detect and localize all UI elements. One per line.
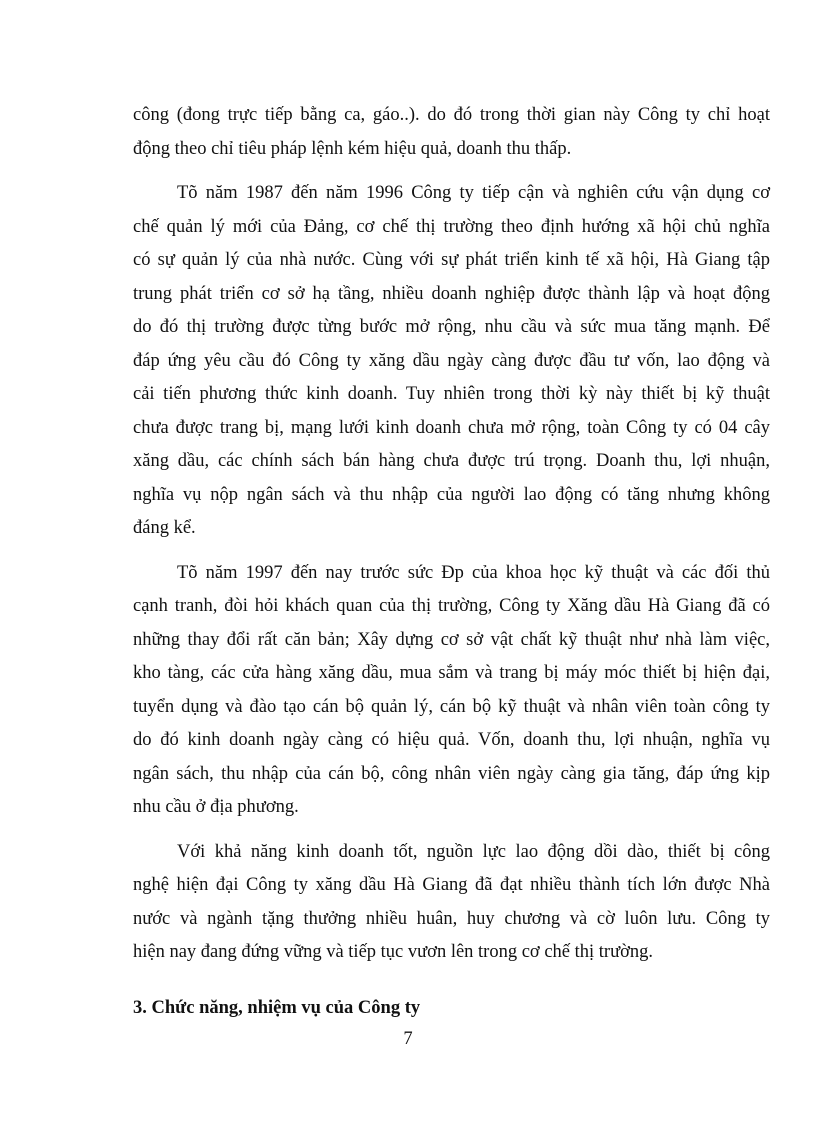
text-line: do đó thị trường được từng bước mở rộng, nhu cầu và sức mua tăng mạnh. Để bbox=[133, 317, 770, 337]
text-line: kho tàng, các cửa hàng xăng dầu, mua sắm và trang bị máy móc thiết bị hiện đại, bbox=[133, 663, 770, 683]
section-heading: 3. Chức năng, nhiệm vụ của Công ty bbox=[133, 998, 421, 1018]
text-line: xăng dầu, các chính sách bán hàng chưa được trú trọng. Doanh thu, lợi nhuận, bbox=[133, 451, 770, 471]
body-text bbox=[133, 99, 770, 981]
text-line: nước và ngành tặng thưởng nhiều huân, huy chương và cờ luôn lưu. Công ty bbox=[133, 908, 770, 929]
paragraph-2 bbox=[133, 177, 770, 546]
text-line: chưa được trang bị, mạng lưới kinh doanh chưa mở rộng, toàn Công ty có 04 cây bbox=[133, 417, 770, 438]
text-line: hiện nay đang đứng vững và tiếp tục vươn lên trong cơ chế thị trường. bbox=[133, 942, 654, 962]
text-line: chế quản lý mới của Đảng, cơ chế thị trường theo định hướng xã hội chủ nghĩa bbox=[133, 216, 770, 237]
text-line: đáng kể. bbox=[133, 518, 196, 538]
paragraph-3 bbox=[133, 557, 770, 825]
text-line: Tõ năm 1987 đến năm 1996 Công ty tiếp cận và nghiên cứu vận dụng cơ bbox=[177, 183, 770, 203]
text-line: trung phát triển cơ sở hạ tầng, nhiều doanh nghiệp được thành lập và hoạt động bbox=[133, 283, 770, 304]
paragraph-1 bbox=[133, 99, 770, 166]
page-number: 7 bbox=[403, 1029, 413, 1049]
text-line: đáp ứng yêu cầu đó Công ty xăng dầu ngày càng được đầu tư vốn, lao động và bbox=[133, 350, 770, 371]
paragraph-4 bbox=[133, 836, 770, 970]
text-line: có sự quản lý của nhà nước. Cùng với sự phát triển kinh tế xã hội, Hà Giang tập bbox=[133, 250, 770, 270]
text-line: Tõ năm 1997 đến nay trước sức Ðp của khoa học kỹ thuật và các đối thủ bbox=[177, 562, 770, 583]
text-line: cải tiến phương thức kinh doanh. Tuy nhiên trong thời kỳ này thiết bị kỹ thuật bbox=[133, 384, 770, 404]
text-line: nghĩa vụ nộp ngân sách và thu nhập của người lao động có tăng nhưng không bbox=[133, 484, 770, 505]
text-line: động theo chỉ tiêu pháp lệnh kém hiệu quả, doanh thu thấp. bbox=[133, 138, 572, 159]
text-line: do đó kinh doanh ngày càng có hiệu quả. Vốn, doanh thu, lợi nhuận, nghĩa vụ bbox=[133, 730, 770, 750]
text-line: ngân sách, thu nhập của cán bộ, công nhân viên ngày càng gia tăng, đáp ứng kịp bbox=[133, 763, 770, 784]
text-line: cạnh tranh, đòi hỏi khách quan của thị trường, Công ty Xăng dầu Hà Giang đã có bbox=[133, 596, 770, 616]
text-line: tuyển dụng và đào tạo cán bộ quản lý, cán bộ kỹ thuật và nhân viên toàn công ty bbox=[133, 696, 770, 717]
text-line: Với khả năng kinh doanh tốt, nguồn lực lao động dồi dào, thiết bị công bbox=[177, 841, 770, 862]
text-line: nhu cầu ở địa phương. bbox=[133, 797, 299, 817]
text-line: công (đong trực tiếp bằng ca, gáo..). do đó trong thời gian này Công ty chỉ hoạt bbox=[133, 105, 770, 125]
text-line: những thay đổi rất căn bản; Xây dựng cơ sở vật chất kỹ thuật như nhà làm việc, bbox=[133, 629, 770, 650]
text-line: nghệ hiện đại Công ty xăng dầu Hà Giang đã đạt nhiều thành tích lớn được Nhà bbox=[133, 875, 770, 895]
